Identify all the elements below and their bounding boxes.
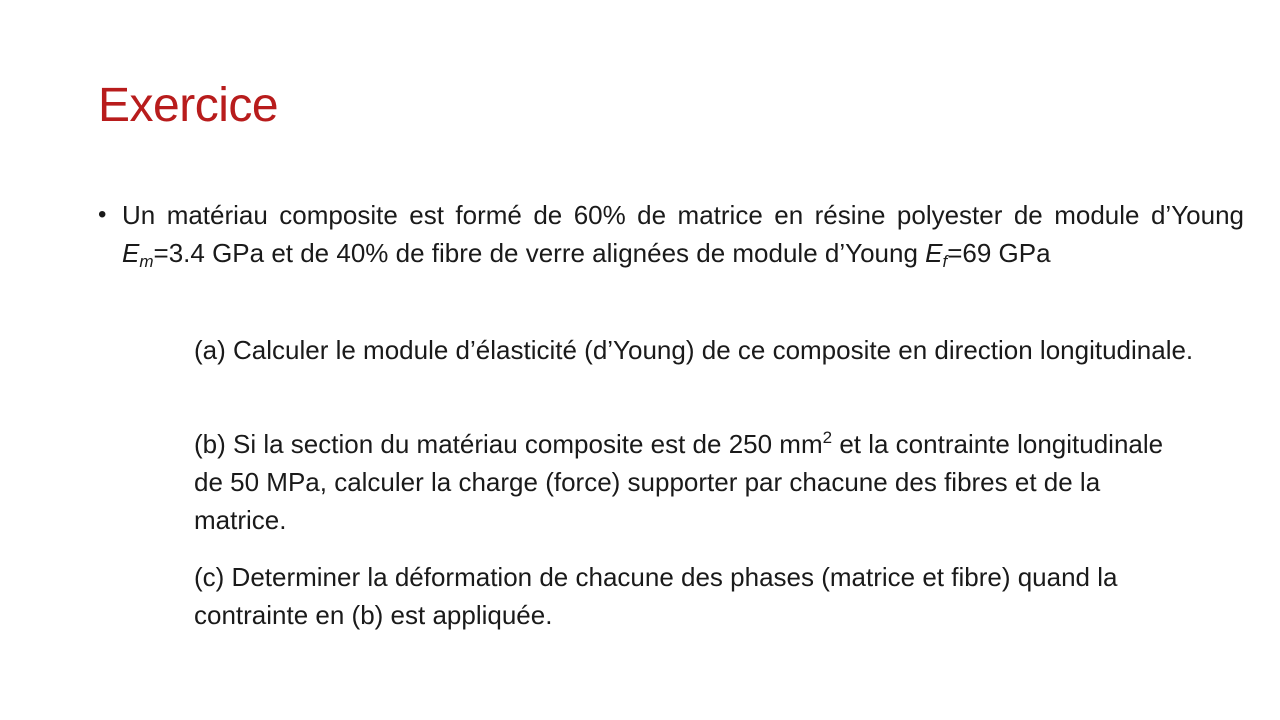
- question-b: [194, 425, 1194, 539]
- statement-text-2: =3.4 GPa et de 40% de fibre de verre alignées de module d’Young: [153, 238, 926, 268]
- question-b-text-1: (b) Si la section du matériau composite est de 250 mm: [194, 429, 823, 459]
- slide-title: Exercice: [98, 79, 279, 132]
- em-subscript: m: [139, 252, 154, 271]
- statement-text-1: Un matériau composite est formé de 60% de matrice en résine polyester de module d’Young: [122, 200, 1244, 230]
- ef-subscript: f: [942, 252, 948, 271]
- ef-symbol: E: [925, 238, 943, 268]
- question-b-superscript: 2: [822, 428, 833, 447]
- exercise-statement: [122, 196, 1244, 272]
- bullet-icon: •: [98, 201, 107, 228]
- statement-text-3: =69 GPa: [947, 238, 1051, 268]
- question-c: (c) Determiner la déformation de chacune des phases (matrice et fibre) quand la contrainte en (b) est appliquée.: [194, 562, 1118, 630]
- question-a: (a) Calculer le module d’élasticité (d’Young) de ce composite en direction longitudinale.: [194, 335, 1194, 365]
- question-b-text-2: et la contrainte longitudinale de 50 MPa, calculer la charge (force) supporter par chacune des fibres et de la matrice.: [194, 429, 1164, 535]
- em-symbol: E: [122, 238, 140, 268]
